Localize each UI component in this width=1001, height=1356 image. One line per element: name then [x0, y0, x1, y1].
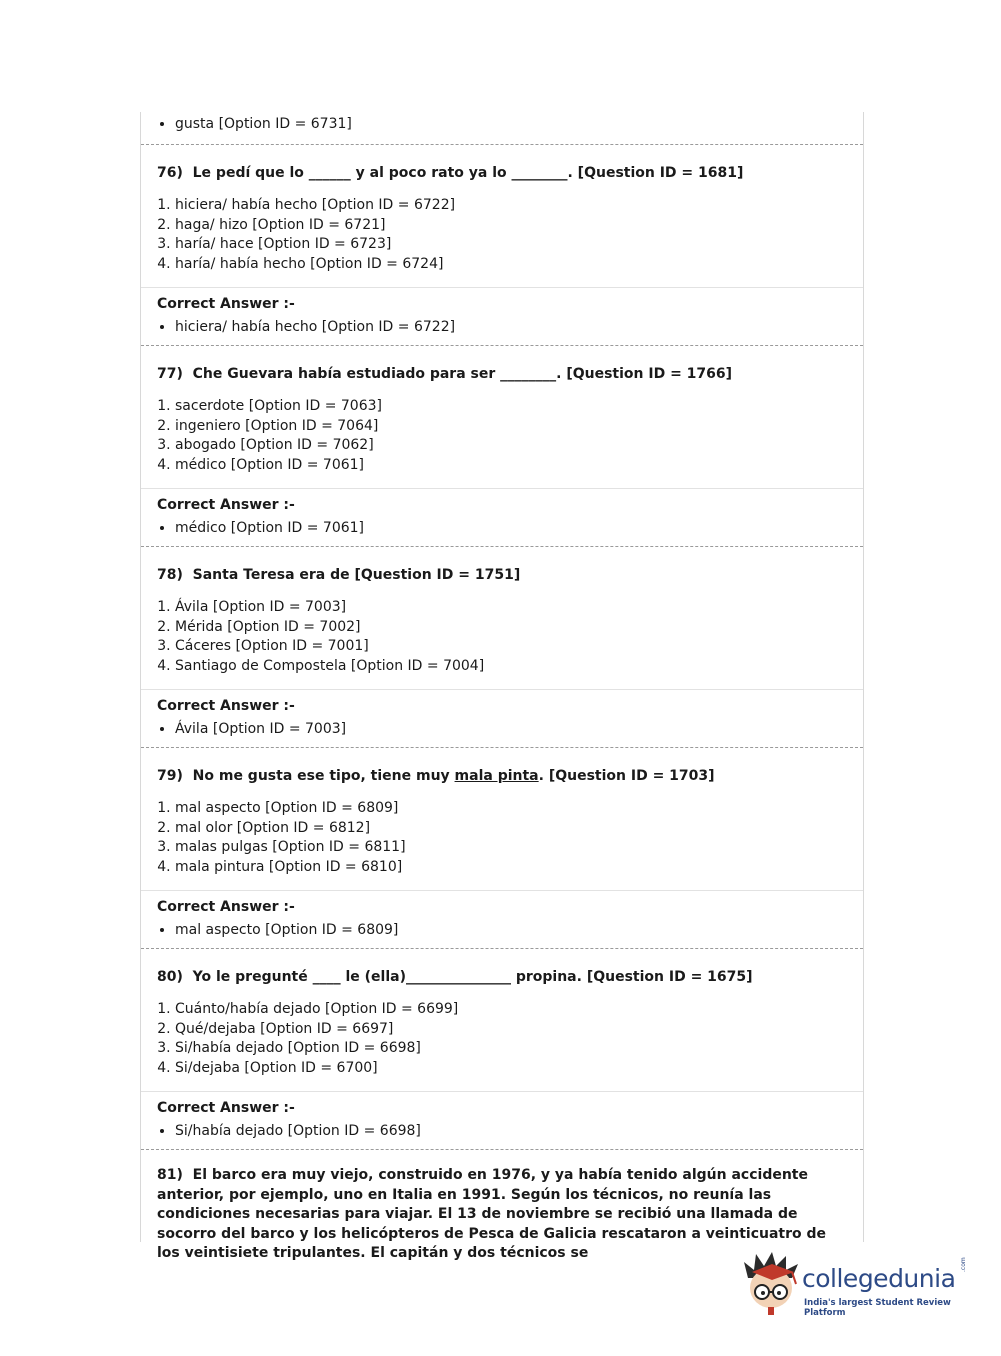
- question-title: 80) Yo le pregunté ____ le (ella)_______________ propina. [Question ID = 1675]: [157, 969, 753, 985]
- question-title: 77) Che Guevara había estudiado para ser ________. [Question ID = 1766]: [157, 366, 733, 382]
- question-77: [141, 345, 863, 488]
- option: 4. Si/dejaba [Option ID = 6700]: [175, 1059, 847, 1079]
- question-78: [141, 546, 863, 689]
- correct-answer-label: Correct Answer :-: [157, 1100, 295, 1116]
- correct-answer: • Si/había dejado [Option ID = 6698]: [175, 1121, 847, 1141]
- correct-answer: • mal aspecto [Option ID = 6809]: [175, 920, 847, 940]
- option: 1. hiciera/ había hecho [Option ID = 6722]: [175, 196, 847, 216]
- option: 3. Cáceres [Option ID = 7001]: [175, 637, 847, 657]
- options-list: [157, 598, 847, 676]
- correct-answer-label: Correct Answer :-: [157, 698, 295, 714]
- correct-answer-label: Correct Answer :-: [157, 296, 295, 312]
- options-list: [157, 1000, 847, 1078]
- prev-answer: • gusta [Option ID = 6731]: [175, 114, 847, 134]
- options-list: [157, 196, 847, 274]
- underlined-phrase: mala pinta: [454, 768, 539, 784]
- question-title: 79) No me gusta ese tipo, tiene muy mala pinta. [Question ID = 1703]: [157, 768, 715, 784]
- correct-answer: • Ávila [Option ID = 7003]: [175, 719, 847, 739]
- logo-tagline: India's largest Student Review Platform: [804, 1298, 951, 1318]
- correct-answer: • hiciera/ había hecho [Option ID = 6722]: [175, 317, 847, 337]
- question-title: 78) Santa Teresa era de [Question ID = 1751]: [157, 567, 521, 583]
- answer-80: [141, 1091, 863, 1149]
- option: 4. mala pintura [Option ID = 6810]: [175, 858, 847, 878]
- options-list: [157, 397, 847, 475]
- document-page: [140, 112, 864, 1261]
- correct-answer-label: Correct Answer :-: [157, 497, 295, 513]
- option: 1. sacerdote [Option ID = 7063]: [175, 397, 847, 417]
- collegedunia-logo: [742, 1252, 972, 1318]
- option: 2. haga/ hizo [Option ID = 6721]: [175, 216, 847, 236]
- question-79: [141, 747, 863, 890]
- option: 3. haría/ hace [Option ID = 6723]: [175, 235, 847, 255]
- correct-answer-label: Correct Answer :-: [157, 899, 295, 915]
- option: 3. malas pulgas [Option ID = 6811]: [175, 838, 847, 858]
- question-passage: 81) El barco era muy viejo, construido en 1976, y ya había tenido algún accidente anterior, por ejemplo, uno en Italia en 1991. Según los técnicos, no reunía las condiciones necesarias para viajar. El 13 de noviembre se recibió una llamada de socorro del barco y los helicópteros de Pesca de Galicia rescataron a veinticuatro de los veintisiete tripulantes. El capitán y dos técnicos se: [157, 1167, 827, 1261]
- option: 4. haría/ había hecho [Option ID = 6724]: [175, 255, 847, 275]
- option: 1. Cuánto/había dejado [Option ID = 6699]: [175, 1000, 847, 1020]
- logo-wordmark: collegedunia: [802, 1264, 956, 1293]
- question-76: [141, 144, 863, 287]
- option: 2. Mérida [Option ID = 7002]: [175, 618, 847, 638]
- option: 3. abogado [Option ID = 7062]: [175, 436, 847, 456]
- option: 4. Santiago de Compostela [Option ID = 7004]: [175, 657, 847, 677]
- prev-answer-block: [141, 114, 863, 144]
- mascot-icon: [742, 1252, 804, 1318]
- logo-domain: .com: [960, 1257, 967, 1272]
- option: 2. mal olor [Option ID = 6812]: [175, 819, 847, 839]
- question-80: [141, 948, 863, 1091]
- options-list: [157, 799, 847, 877]
- answer-78: [141, 689, 863, 747]
- option: 1. mal aspecto [Option ID = 6809]: [175, 799, 847, 819]
- answer-76: [141, 287, 863, 345]
- option: 1. Ávila [Option ID = 7003]: [175, 598, 847, 618]
- question-title: 76) Le pedí que lo ______ y al poco rato ya lo ________. [Question ID = 1681]: [157, 165, 744, 181]
- option: 3. Si/había dejado [Option ID = 6698]: [175, 1039, 847, 1059]
- option: 2. ingeniero [Option ID = 7064]: [175, 417, 847, 437]
- answer-77: [141, 488, 863, 546]
- question-81: [141, 1149, 863, 1264]
- option: 4. médico [Option ID = 7061]: [175, 456, 847, 476]
- correct-answer: • médico [Option ID = 7061]: [175, 518, 847, 538]
- answer-79: [141, 890, 863, 948]
- option: 2. Qué/dejaba [Option ID = 6697]: [175, 1020, 847, 1040]
